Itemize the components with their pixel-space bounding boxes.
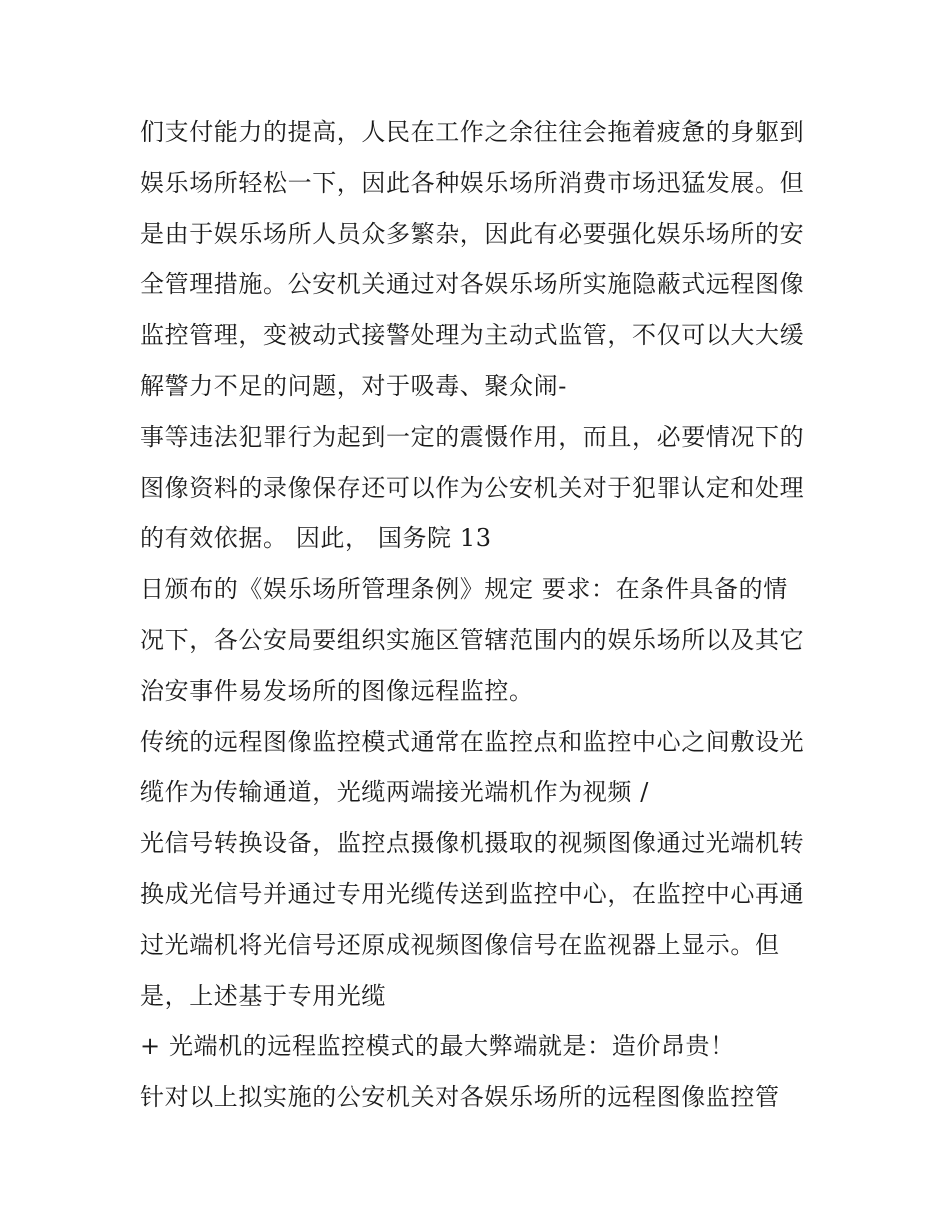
text-line: 们支付能力的提高，人民在工作之余往往会拖着疲惫的身躯到	[140, 118, 805, 146]
text-line: 光信号转换设备，监控点摄像机摄取的视频图像通过光端机转	[140, 829, 805, 858]
text-line: 图像资料的录像保存还可以作为公安机关对于犯罪认定和处理	[140, 473, 805, 502]
text-line: 换成光信号并通过专用光缆传送到监控中心，在监控中心再通	[140, 879, 805, 908]
text-line: 监控管理，变被动式接警处理为主动式监管，不仅可以大大缓	[140, 321, 805, 350]
text-line: 过光端机将光信号还原成视频图像信号在监视器上显示。但	[140, 930, 780, 959]
text-line: 是，上述基于专用光缆	[140, 981, 386, 1010]
text-line: + 光端机的远程监控模式的最大弊端就是：造价昂贵！	[140, 1032, 735, 1061]
text-line: 是由于娱乐场所人员众多繁杂，因此有必要强化娱乐场所的安	[140, 219, 805, 248]
text-line: 日颁布的《娱乐场所管理条例》规定 要求：在条件具备的情	[140, 575, 788, 604]
text-line: 解警力不足的问题，对于吸毒、聚众闹-	[140, 371, 567, 400]
text-line: 治安事件易发场所的图像远程监控。	[140, 676, 534, 705]
text-line: 况下，各公安局要组织实施区管辖范围内的娱乐场所以及其它	[140, 625, 805, 654]
body-text	[140, 107, 830, 1123]
text-line: 事等违法犯罪行为起到一定的震慑作用，而且，必要情况下的	[140, 422, 805, 451]
text-line: 娱乐场所轻松一下，因此各种娱乐场所消费市场迅猛发展。但	[140, 168, 805, 197]
text-line: 针对以上拟实施的公安机关对各娱乐场所的远程图像监控管	[140, 1083, 780, 1112]
text-line: 传统的远程图像监控模式通常在监控点和监控中心之间敷设光	[140, 727, 805, 756]
text-line: 全管理措施。公安机关通过对各娱乐场所实施隐蔽式远程图像	[140, 270, 805, 299]
text-line: 的有效依据。 因此， 国务院 13	[140, 524, 492, 553]
text-line: 缆作为传输通道，光缆两端接光端机作为视频 /	[140, 778, 649, 807]
